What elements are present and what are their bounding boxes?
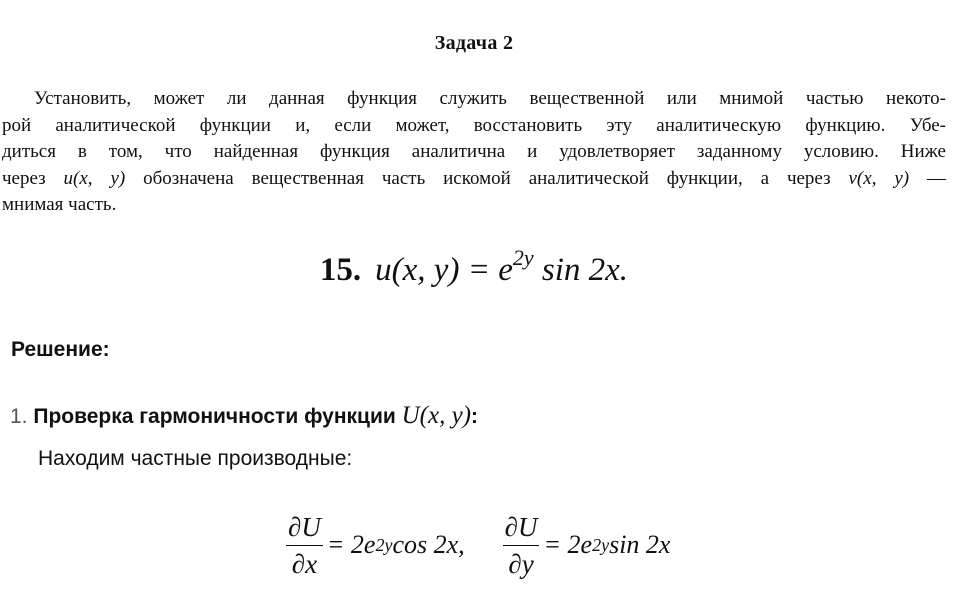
problem-line-3: диться в том, что найденная функция аналитична и удовлетворяет заданному условию. Ниже xyxy=(2,141,946,162)
derivative-y-rhs-b: sin 2x xyxy=(609,530,671,559)
derivative-x-numerator: ∂U xyxy=(288,511,321,542)
step-1-heading xyxy=(10,402,478,430)
step-1-number: 1. xyxy=(10,405,28,428)
task-formula xyxy=(0,245,948,289)
derivative-x-rhs-a: = 2e xyxy=(326,530,376,559)
step-1-colon: : xyxy=(471,405,479,428)
problem-line-4-part-a: через xyxy=(2,167,64,189)
formula-exponent: 2y xyxy=(512,245,534,270)
derivative-y-denominator: ∂y xyxy=(508,548,534,579)
derivative-x-denominator: ∂x xyxy=(291,548,318,579)
step-1-title: Проверка гармоничности функции xyxy=(33,405,396,428)
formula-number: 15. xyxy=(319,252,362,288)
problem-statement xyxy=(2,86,946,219)
inline-math-v: v(x, y) xyxy=(848,167,910,189)
solution-heading: Решение: xyxy=(11,338,110,361)
fraction-bar xyxy=(503,545,540,546)
derivative-y-numerator: ∂U xyxy=(504,511,538,542)
partial-derivatives-formula: $\frac{\partial U}{\partial x}$ = 2e 2y cos 2x, $\frac{\partial U}{\partial y}$ = 2e 2y sin 2x xyxy=(288,511,671,579)
step-1-text: Находим частные производные: xyxy=(38,447,353,470)
problem-line-4-part-b: обозначена вещественная часть искомой аналитической функции, а через xyxy=(125,167,849,189)
step-1-function: U(x, y) xyxy=(401,402,472,429)
derivative-x-rhs-b: cos 2x, xyxy=(392,530,465,559)
derivative-y-rhs-a: = 2e xyxy=(543,530,593,559)
inline-math-u: u(x, y) xyxy=(63,167,126,189)
fraction-bar xyxy=(286,545,323,546)
problem-line-1: Установить, может ли данная функция служить вещественной или мнимой частью некото- xyxy=(34,88,946,109)
problem-line-4 xyxy=(2,166,946,193)
derivative-x-fraction xyxy=(286,511,323,580)
formula-rhs: sin 2x. xyxy=(533,252,629,288)
formula-lhs: u(x, y) = e xyxy=(375,252,513,288)
problem-line-5: мнимая часть. xyxy=(2,194,117,215)
problem-line-2: рой аналитической функции и, если может, восстановить эту аналитическую функцию. Убе- xyxy=(2,114,946,136)
derivative-y-fraction xyxy=(503,511,540,580)
problem-line-4-part-c: — xyxy=(909,167,946,189)
task-title: Задача 2 xyxy=(434,32,514,54)
